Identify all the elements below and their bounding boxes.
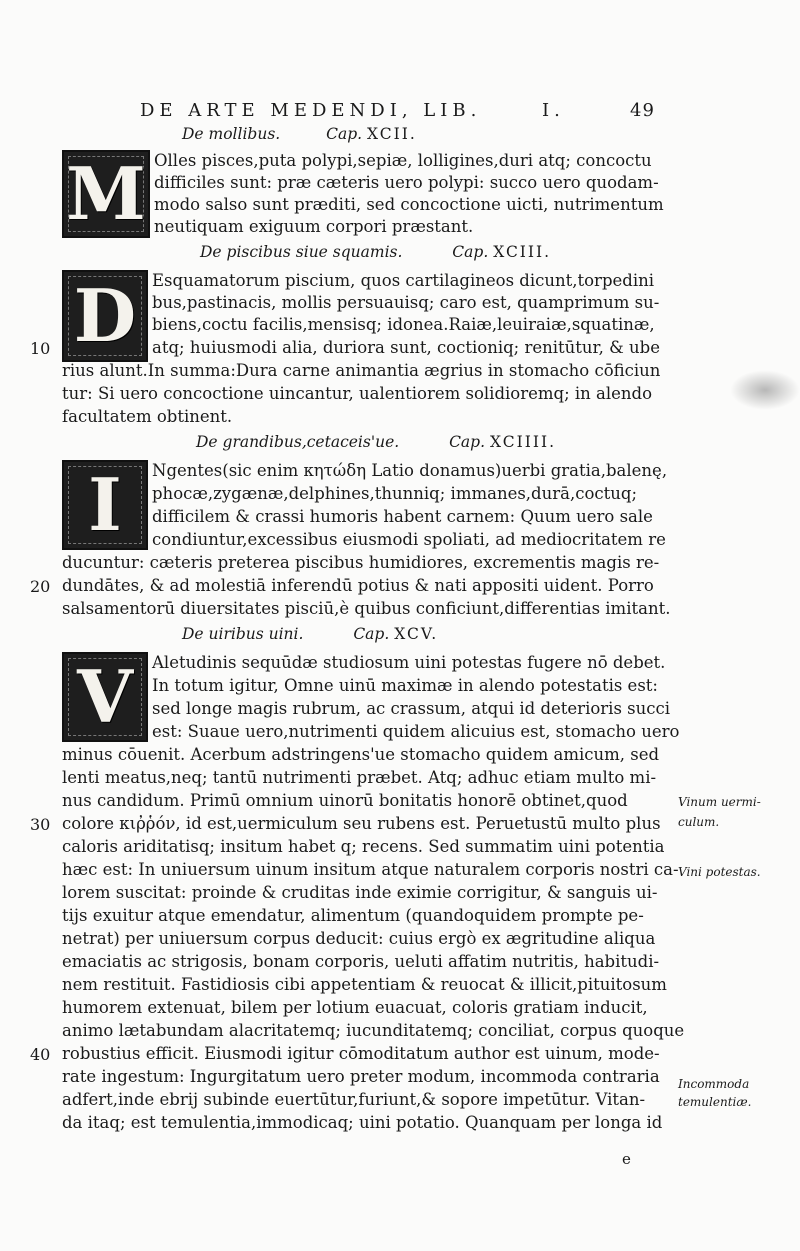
- catchword: e: [622, 1150, 631, 1168]
- text-line: rate ingestum: Ingurgitatum uero preter modum, incommoda contraria: [62, 1067, 660, 1086]
- text-line: animo lætabundam alacritatemq; iucunditatemq; conciliat, corpus quoque: [62, 1021, 685, 1040]
- text-line: condiuntur,excessibus eiusmodi spoliati, ad mediocritatem re: [152, 530, 666, 549]
- chapter-title: [182, 124, 417, 145]
- margin-note: Incommoda: [678, 1077, 750, 1091]
- text-line: adfert,inde ebrij subinde euertūtur,furiunt,& sopore impetūtur. Vitan-: [62, 1090, 646, 1109]
- text-line: Olles pisces,puta polypi,sepiæ, lolligines,duri atq; concoctu: [154, 151, 652, 170]
- text-line: nem restituit. Fastidiosis cibi appetentiam & reuocat & illicit,pituitosum: [62, 975, 667, 994]
- cap-label: Cap.: [449, 433, 486, 451]
- cap-label: Cap.: [353, 625, 390, 643]
- cap-number: XCII.: [366, 125, 417, 143]
- woodcut-initial: [62, 652, 148, 742]
- margin-note: culum.: [678, 815, 720, 829]
- text-line: difficilem & crassi humoris habent carnem: Quum uero sale: [152, 507, 653, 526]
- text-line: ducuntur: cæteris preterea piscibus humidiores, excrementis magis re-: [62, 553, 660, 572]
- text-line: sed longe magis rubrum, ac crassum, atqui id deterioris succi: [152, 699, 671, 718]
- book-number: I.: [542, 100, 565, 121]
- text-line: da itaq; est temulentia,immodicaq; uini potatio. Quanquam per longa id: [62, 1113, 663, 1132]
- line-number: 20: [30, 577, 51, 596]
- initial-letter: M: [66, 151, 146, 236]
- woodcut-initial: [62, 270, 148, 362]
- margin-note: Vini potestas.: [678, 865, 761, 879]
- cap-label: Cap.: [326, 125, 363, 143]
- text-line: Ngentes(sic enim κητώδη Latio donamus)uerbi gratia,balenę,: [152, 461, 668, 480]
- woodcut-initial: [62, 460, 148, 550]
- text-line: lorem suscitat: proinde & cruditas inde eximie corrigitur, & sanguis ui-: [62, 883, 658, 902]
- line-number: 40: [30, 1045, 51, 1064]
- running-header: [140, 100, 660, 126]
- running-title: DE ARTE MEDENDI, LIB.: [140, 100, 482, 121]
- text-line: biens,coctu facilis,mensisq; idonea.Raiæ,leuiraiæ,squatinæ,: [152, 315, 655, 334]
- chapter-title-text: De uiribus uini.: [182, 625, 304, 643]
- cap-number: XCIII.: [493, 243, 552, 261]
- text-line: colore κιῤῥόν, id est,uermiculum seu rubens est. Peruetustū multo plus: [62, 814, 661, 833]
- chapter-title: [196, 432, 556, 453]
- text-line: Aletudinis sequūdæ studiosum uini potestas fugere nō debet.: [152, 653, 666, 672]
- text-line: caloris ariditatisq; insitum habet q; recens. Sed summatim uini potentia: [62, 837, 665, 856]
- text-line: In totum igitur, Omne uinū maximæ in alendo potestatis est:: [152, 676, 658, 695]
- folio-number: 49: [630, 100, 655, 121]
- text-line: atq; huiusmodi alia, duriora sunt, coctioniq; renitūtur, & ube: [152, 338, 660, 357]
- cap-label: Cap.: [452, 243, 489, 261]
- text-line: difficiles sunt: præ cæteris uero polypi: succo uero quodam-: [154, 173, 659, 192]
- text-line: modo salso sunt præditi, sed concoctione uicti, nutrimentum: [154, 195, 664, 214]
- chapter-title-text: De piscibus siue squamis.: [200, 243, 403, 261]
- text-line: humorem extenuat, bilem per lotium euacuat, coloris gratiam inducit,: [62, 998, 648, 1017]
- text-line: rius alunt.In summa:Dura carne animantia ægrius in stomacho cōficiun: [62, 361, 661, 380]
- text-line: tijs exuitur atque emendatur, alimentum (quandoquidem prompte pe-: [62, 906, 644, 925]
- margin-note: temulentiæ.: [678, 1095, 752, 1109]
- text-line: minus cōuenit. Acerbum adstringens'ue stomacho quidem amicum, sed: [62, 745, 660, 764]
- bleed-through-smudge: [730, 370, 800, 410]
- margin-note: Vinum uermi-: [678, 795, 761, 809]
- text-line: netrat) per uniuersum corpus deducit: cuius ergò ex ægritudine aliqua: [62, 929, 656, 948]
- initial-letter: V: [77, 654, 133, 739]
- text-line: dundātes, & ad molestiā inferendū potius & nati appositi uident. Porro: [62, 576, 654, 595]
- cap-number: XCV.: [394, 625, 439, 643]
- woodcut-initial: [62, 150, 150, 238]
- text-line: emaciatis ac strigosis, bonam corporis, ueluti affatim nutritis, habitudi-: [62, 952, 660, 971]
- text-line: robustius efficit. Eiusmodi igitur cōmoditatum author est uinum, mode-: [62, 1044, 660, 1063]
- chapter-title: [182, 624, 438, 645]
- text-line: Esquamatorum piscium, quos cartilagineos dicunt,torpedini: [152, 271, 655, 290]
- text-line: neutiquam exiguum corpori præstant.: [154, 217, 474, 236]
- text-line: facultatem obtinent.: [62, 407, 233, 426]
- text-line: phocæ,zygænæ,delphines,thunniq; immanes,durā,coctuq;: [152, 484, 638, 503]
- text-line: lenti meatus,neq; tantū nutrimenti præbet. Atq; adhuc etiam multo mi-: [62, 768, 657, 787]
- text-line: bus,pastinacis, mollis persuauisq; caro est, quamprimum su-: [152, 293, 660, 312]
- text-line: est: Suaue uero,nutrimenti quidem alicuius est, stomacho uero: [152, 722, 680, 741]
- initial-letter: D: [73, 273, 137, 358]
- cap-number: XCIIII.: [489, 433, 556, 451]
- text-line: salsamentorū diuersitates pisciū,è quibus conficiunt,differentias imitant.: [62, 599, 671, 618]
- text-line: nus candidum. Primū omnium uinorū bonitatis honorē obtinet,quod: [62, 791, 628, 810]
- chapter-title-text: De mollibus.: [182, 125, 281, 143]
- line-number: 30: [30, 815, 51, 834]
- text-line: tur: Si uero concoctione uincantur, ualentiorem solidioremq; in alendo: [62, 384, 653, 403]
- initial-letter: I: [88, 462, 122, 547]
- chapter-title-text: De grandibus,cetaceis'ue.: [196, 433, 400, 451]
- line-number: 10: [30, 339, 51, 358]
- chapter-title: [200, 242, 551, 263]
- text-line: hæc est: In uniuersum uinum insitum atque naturalem corporis nostri ca-: [62, 860, 679, 879]
